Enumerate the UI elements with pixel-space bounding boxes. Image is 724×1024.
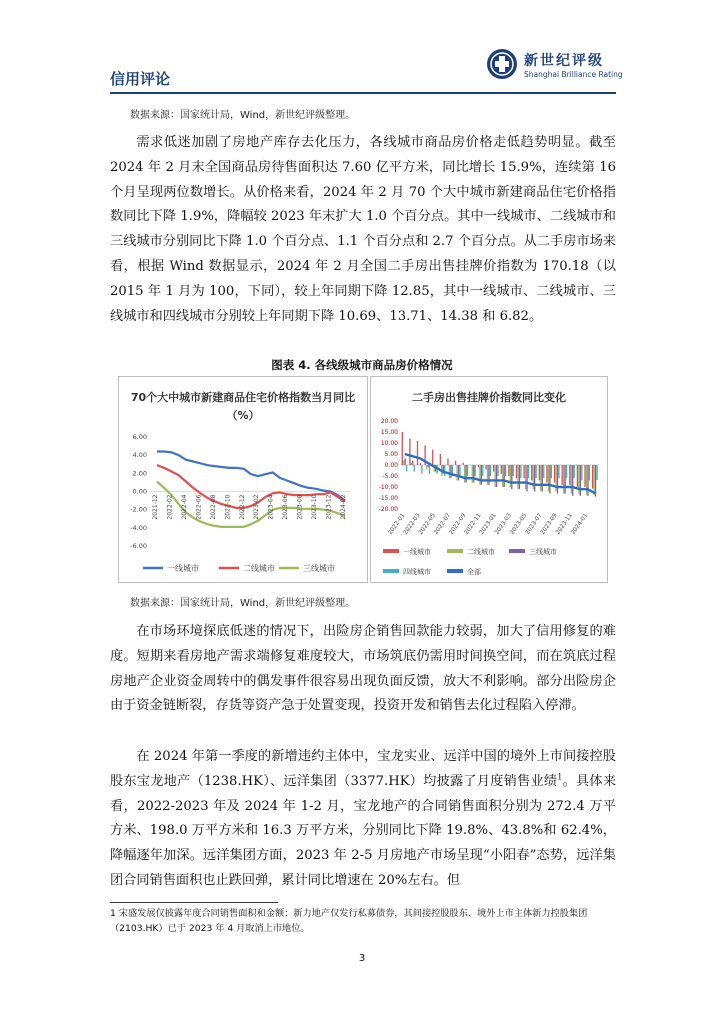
chart2-bar — [487, 465, 488, 485]
chart2-ytick-label: -15.00 — [378, 495, 398, 502]
chart2-bar — [497, 465, 498, 476]
chart2-legend-swatch — [447, 569, 463, 573]
chart2-bar — [479, 465, 480, 485]
chart2-bar — [473, 465, 474, 483]
chart2-bar — [455, 461, 456, 465]
chart2-bar — [574, 465, 575, 478]
chart2-bar — [464, 465, 465, 483]
chart2-bar — [546, 465, 547, 483]
source-note-bottom: 数据来源：国家统计局，Wind，新世纪评级整理。 — [130, 598, 356, 609]
chart2-bar — [531, 465, 532, 480]
chart2-bar — [456, 465, 457, 480]
chart2-xtick-label: 2023-05 — [509, 512, 529, 536]
chart2-bar — [427, 465, 428, 467]
chart2-bar — [502, 465, 503, 487]
chart2-bar — [592, 465, 593, 489]
chart2-bar — [584, 465, 585, 487]
chart2-bar — [587, 465, 588, 496]
chart2-bar — [429, 465, 430, 474]
chart2-bar — [467, 465, 468, 476]
chart2-bar — [405, 458, 406, 465]
chart2-legend-label: 一线城市 — [403, 548, 431, 556]
logo-emblem-icon — [486, 48, 518, 80]
chart2-bar — [540, 465, 541, 491]
chart2-xtick-label: 2022-05 — [418, 512, 437, 536]
chart2-bar — [523, 465, 524, 478]
figure-title: 图表 4. 各线级城市商品房价格情况 — [271, 358, 453, 372]
chart2-bar — [411, 463, 412, 465]
chart2-legend-swatch — [383, 549, 399, 553]
chart2-xtick-label: 2023-07 — [524, 512, 544, 536]
chart2-bar — [525, 465, 526, 489]
chart1-xtick-label: 2023-08 — [296, 494, 304, 520]
chart2-bar — [511, 465, 512, 489]
chart2-bar — [519, 465, 520, 489]
chart2-bar — [449, 465, 450, 478]
chart2-bar — [504, 465, 505, 487]
chart2-bar — [412, 461, 413, 465]
source-note-top: 数据来源：国家统计局，Wind，新世纪评级整理。 — [130, 110, 356, 121]
chart2-ytick-label: -20.00 — [378, 506, 398, 513]
chart2-xtick-label: 2022-11 — [463, 512, 483, 536]
chart2-bar — [572, 465, 573, 496]
chart2-bar — [402, 432, 403, 465]
chart1-plot — [119, 377, 367, 582]
chart2-bar — [548, 465, 549, 491]
chart2-bar — [563, 465, 564, 494]
chart2-bar — [501, 465, 502, 474]
chart2-bar — [485, 465, 486, 469]
chart2-bar — [465, 465, 466, 483]
chart2-ytick-label: 0.00 — [384, 462, 398, 469]
chart2-bar — [542, 465, 543, 491]
chart2-bar — [520, 465, 521, 478]
logo-text-en: Shanghai Brilliance Rating — [524, 70, 623, 79]
footnote-marker: 1 — [557, 772, 563, 782]
chart2-legend-swatch — [383, 569, 399, 573]
chart2-bar — [505, 465, 506, 476]
chart2-bar — [406, 465, 407, 472]
chart1-title: 70个大中城市新建商品住宅价格指数当月同比（%） — [130, 391, 356, 422]
chart2-bar — [535, 465, 536, 478]
chart2-bar — [562, 465, 563, 485]
chart2-bar — [580, 465, 581, 496]
chart2-title: 二手房出售挂牌价指数同比变化 — [412, 391, 566, 404]
chart2-bar — [421, 465, 422, 474]
chart1-xtick-label: 2022-02 — [166, 494, 174, 520]
chart1-ytick-label: -6.00 — [130, 542, 147, 550]
chart2-bar — [403, 461, 404, 465]
chart2-bar — [510, 465, 511, 487]
logo-text-cn: 新世纪评级 — [524, 53, 604, 69]
chart2-bar — [513, 465, 514, 476]
chart2-legend-label: 三线城市 — [529, 548, 557, 556]
chart2-bar — [417, 441, 418, 465]
paragraph-3-part-a: 在 2024 年第一季度的新增违约主体中，宝龙实业、远洋中国的境外上市间接控股股东宝龙地产（1238.HK）、远洋集团（3377.HK）均披露了月度销售业绩 — [110, 749, 616, 789]
chart2-bar — [447, 458, 448, 465]
chart2-plot — [371, 377, 607, 582]
chart2-bar — [517, 465, 518, 489]
chart2-legend-label: 全部 — [467, 568, 481, 576]
chart1-xtick-label: 2022-10 — [224, 494, 232, 520]
chart2-legend-swatch — [509, 549, 525, 553]
chart2-legend-label: 四线城市 — [403, 568, 431, 576]
chart2-bar — [526, 465, 527, 491]
chart2-bar — [516, 465, 517, 478]
chart2-bar — [551, 465, 552, 478]
chart2-bar — [409, 439, 410, 465]
chart2-bar — [478, 465, 479, 467]
footnote: 1 宋盛发展仅披露年度合同销售面积和金额；新力地产仅发行私募债券，其间接控股股东、境外上市主体新力控股集团（2103.HK）已于 2023 年 4 月取消上市地位。 — [110, 908, 588, 934]
journal-title: 信用评论 — [110, 70, 171, 88]
chart1-xtick-label: 2023-10 — [311, 494, 319, 520]
chart1-xtick-label: 2023-02 — [253, 494, 261, 520]
chart2-bar — [569, 465, 570, 485]
chart2-ytick-label: 10.00 — [380, 440, 398, 447]
chart1-xtick-label: 2022-08 — [209, 494, 217, 520]
chart1-ytick-label: 6.00 — [132, 433, 147, 441]
chart2-ytick-label: -5.00 — [382, 473, 398, 480]
chart2-bar — [539, 465, 540, 480]
chart2-bar — [463, 463, 464, 465]
chart2-bar — [534, 465, 535, 491]
chart2-bar — [481, 465, 482, 485]
chart2-legend-label: 二线城市 — [467, 548, 495, 556]
chart2-bar — [508, 465, 509, 476]
chart2-bar — [488, 465, 489, 485]
chart1-ytick-label: 0.00 — [132, 487, 147, 496]
chart1-xtick-label: 2021-12 — [152, 494, 159, 520]
chart2-xtick-label: 2024-01 — [570, 512, 590, 536]
chart1-ytick-label: 2.00 — [132, 469, 147, 478]
chart2-xtick-label: 2023-03 — [494, 512, 514, 536]
chart1-xtick-label: 2023-04 — [267, 494, 275, 520]
chart2-bar — [566, 465, 567, 478]
chart2-bar — [577, 465, 578, 487]
chart1-xtick-label: 2022-06 — [195, 494, 203, 520]
chart1-ytick-label: -4.00 — [130, 523, 147, 532]
header-divider — [110, 92, 616, 94]
chart2-bar — [589, 465, 590, 480]
chart2-bar — [420, 463, 421, 465]
chart2-bar — [554, 465, 555, 483]
chart2-bar — [581, 465, 582, 480]
chart1-legend-label: 二线城市 — [243, 564, 275, 573]
paragraph-1: 需求低迷加剧了房地产库存去化压力，各线城市商品房价格走低趋势明显。截至 2024 年 2 月末全国商品房待售面积达 7.60 亿平方米，同比增长 15.9%，连续第 16 个月呈现两位数增长。从价格来看，2024 年 2 月 70 个大中城市新建商品住宅价格指数同比下降 1.9%，降幅较 2023 年末扩大 1.0 个百分点。其中一线城市、二线城市和三线城市分别同比下降 1.0 个百分点、1.1 个百分点和 2.7 个百分点。从二手房市场来看，根据 Wind 数据显示，2024 年 2 月全国二手房出售挂牌价指数为 170.18（以 2015 年 1 月为 100，下同），较上年同期下降 12.85，其中一线城市、二线城市、三线城市和四线城市分别较上年同期下降 10.69、13.71、14.38 和 6.82。 — [110, 135, 616, 324]
chart1-xtick-label: 2022-04 — [180, 494, 188, 520]
chart2-ytick-label: 20.00 — [380, 418, 398, 425]
chart2-bar — [440, 454, 441, 465]
paragraph-2: 在市场环境探底低迷的情况下，出险房企销售回款能力较弱，加大了信用修复的难度。短期来看房地产需求端修复难度较大，市场筑底仍需用时间换空间，而在筑底过程房地产企业资金周转中的偶发事件很容易出现负面反馈，放大不利影响。部分出险房企由于资金链断裂，存货等资产急于处置变现，投资开发和销售去化过程陷入停滞。 — [110, 624, 616, 714]
page-header — [0, 0, 724, 98]
chart1-xtick-label: 2023-12 — [325, 494, 333, 520]
chart1-xtick-label: 2023-06 — [282, 494, 290, 520]
chart2-bar — [549, 465, 550, 494]
chart2-bar — [444, 465, 445, 476]
paragraph-3-part-b: 。具体来看，2022-2023 年及 2024 年 1-2 月，宝龙地产的合同销售面积分别为 272.4 万平方米、198.0 万平方米和 16.3 万平方米，分别同比下降 19.8%、43.8%和 62.4%，降幅逐年加深。远洋集团方面，2023 年 2-5 月房地产市场呈现“小阳春”态势，远洋集团合同销售面积也止跌回弹，累计同比增速在 20%左右。但 — [110, 773, 617, 888]
chart1-legend-label: 三线城市 — [303, 564, 335, 573]
chart2-xtick-label: 2022-01 — [387, 512, 407, 536]
chart2-bar — [593, 465, 594, 495]
chart1-xtick-label: 2024-02 — [340, 494, 347, 520]
chart2-bar — [493, 465, 494, 472]
chart2-xtick-label: 2022-03 — [402, 512, 422, 536]
chart2-xtick-label: 2023-11 — [555, 512, 574, 536]
chart2-bar — [557, 465, 558, 494]
chart2-bar — [543, 465, 544, 478]
chart2-xtick-label: 2022-09 — [448, 512, 468, 536]
chart2-bar — [458, 465, 459, 480]
chart2-bar — [482, 465, 483, 476]
chart2-bar — [490, 465, 491, 476]
chart1-legend-label: 一线城市 — [167, 564, 199, 573]
chart2-bar — [459, 465, 460, 476]
chart2-xtick-label: 2023-01 — [479, 512, 498, 536]
footnote-divider — [110, 902, 278, 903]
chart2-xtick-label: 2022-07 — [433, 512, 453, 536]
chart2-bar — [528, 465, 529, 478]
chart2-bar — [475, 465, 476, 476]
chart1-ytick-label: 4.00 — [132, 451, 147, 460]
logo — [486, 46, 626, 86]
chart2-bar — [558, 465, 559, 478]
chart1-xtick-label: 2022-12 — [238, 494, 246, 520]
chart2-legend-swatch — [447, 549, 463, 553]
chart2-bar — [426, 465, 427, 469]
chart2-bar — [494, 465, 495, 487]
chart2-bar — [571, 465, 572, 494]
chart-second-hand-price — [370, 376, 608, 583]
page-number: 3 — [358, 953, 366, 964]
chart2-bar — [496, 465, 497, 487]
paragraph-3 — [110, 745, 616, 894]
chart-new-home-price — [118, 376, 368, 583]
chart2-bar — [564, 465, 565, 494]
chart2-bar — [596, 465, 597, 480]
chart2-ytick-label: -10.00 — [378, 484, 398, 491]
chart2-xtick-label: 2023-09 — [539, 512, 559, 536]
chart2-bar — [414, 465, 415, 472]
chart2-ytick-label: 15.00 — [380, 429, 398, 436]
chart2-ytick-label: 5.00 — [384, 451, 398, 458]
chart1-ytick-label: -2.00 — [130, 505, 147, 514]
chart2-bar — [432, 450, 433, 465]
chart2-bar — [450, 465, 451, 478]
chart2-bar — [472, 465, 473, 483]
